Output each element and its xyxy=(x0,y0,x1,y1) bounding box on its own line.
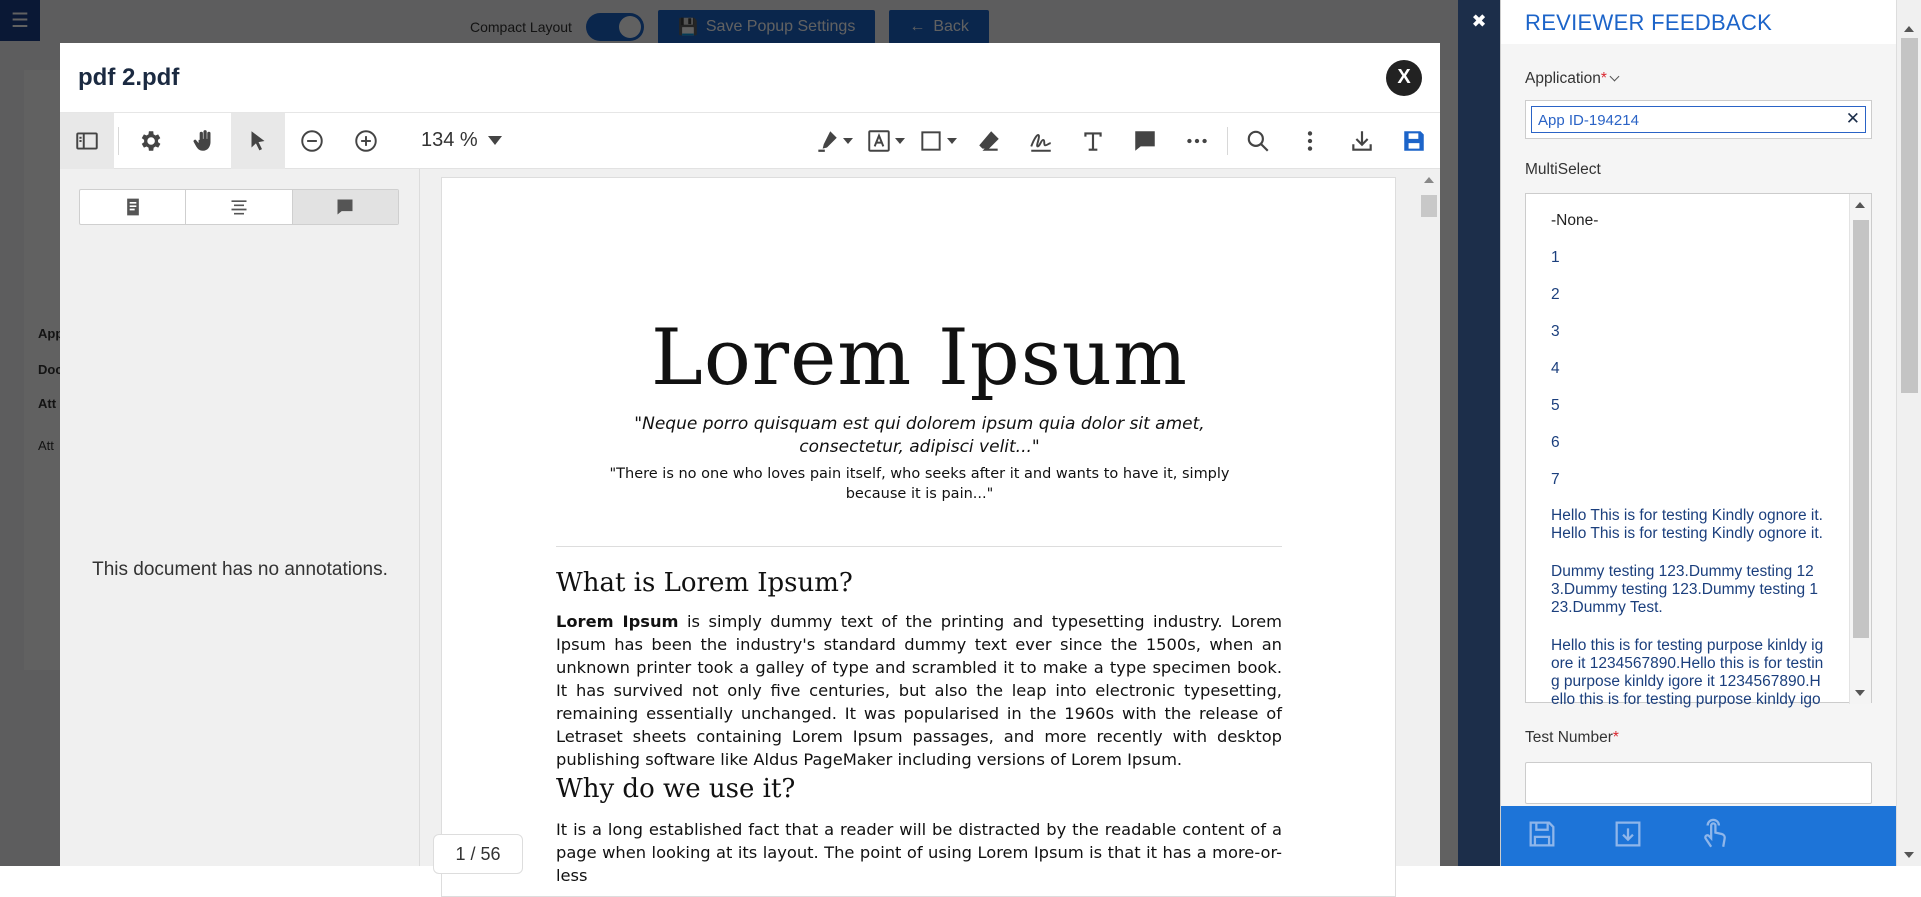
clear-icon[interactable]: ✕ xyxy=(1845,109,1860,128)
toggle-sidebar-icon[interactable] xyxy=(60,113,114,169)
settings-gear-icon[interactable] xyxy=(123,113,177,169)
multiselect-option[interactable]: Hello This is for testing Kindly ognore it. Hello This is for testing Kindly ognore it. xyxy=(1551,507,1823,542)
text-tool-icon[interactable] xyxy=(1067,113,1119,169)
download-icon[interactable] xyxy=(1336,113,1388,169)
panel-scrollbar[interactable] xyxy=(1896,0,1921,866)
scroll-down-icon[interactable] xyxy=(1855,690,1865,696)
application-lookup xyxy=(1525,100,1872,139)
zoom-select[interactable] xyxy=(421,129,502,152)
page-counter: 1 / 56 xyxy=(433,834,523,874)
download-icon[interactable] xyxy=(1611,817,1645,856)
multiselect-scrollbar[interactable] xyxy=(1849,194,1871,704)
tab-thumbnails[interactable] xyxy=(80,190,186,224)
scrollbar-thumb[interactable] xyxy=(1901,38,1918,393)
multiselect-option[interactable]: 5 xyxy=(1551,397,1560,414)
document-canvas[interactable] xyxy=(421,169,1440,885)
feedback-panel-edge xyxy=(1458,0,1500,866)
pan-hand-icon[interactable] xyxy=(177,113,231,169)
multiselect-option[interactable]: 6 xyxy=(1551,434,1560,451)
pdf-title: Lorem Ipsum xyxy=(651,313,1188,403)
pdf-heading-what: What is Lorem Ipsum? xyxy=(556,568,853,598)
scroll-up-icon[interactable] xyxy=(1424,177,1434,183)
rectangle-shape-icon[interactable] xyxy=(911,113,963,169)
modal-title: pdf 2.pdf xyxy=(78,63,180,91)
application-field[interactable] xyxy=(1531,106,1866,133)
tab-annotations[interactable] xyxy=(293,190,398,224)
close-feedback-icon[interactable]: ✖ xyxy=(1458,0,1500,42)
zoom-value: 134 % xyxy=(421,129,478,151)
scroll-up-icon[interactable] xyxy=(1904,26,1914,32)
document-icon xyxy=(123,197,143,217)
search-icon[interactable] xyxy=(1232,113,1284,169)
tab-outline[interactable] xyxy=(186,190,292,224)
select-pointer-icon[interactable] xyxy=(231,113,285,169)
feedback-form xyxy=(1501,44,1896,806)
text-style-icon[interactable] xyxy=(859,113,911,169)
chevron-down-icon xyxy=(1609,72,1619,82)
multiselect-option[interactable]: 4 xyxy=(1551,360,1560,377)
multiselect-option[interactable]: 7 xyxy=(1551,471,1560,488)
chevron-down-icon xyxy=(488,136,502,145)
scrollbar-thumb[interactable] xyxy=(1853,220,1869,638)
scroll-up-icon[interactable] xyxy=(1855,202,1865,208)
multiselect-option[interactable]: 2 xyxy=(1551,286,1560,303)
pdf-viewer-modal xyxy=(60,43,1440,885)
document-scrollbar[interactable] xyxy=(1418,169,1440,866)
signature-icon[interactable] xyxy=(1015,113,1067,169)
outline-icon xyxy=(229,197,249,217)
multiselect-option[interactable]: Hello this is for testing purpose kinldy ig ore it 1234567890.Hello this is for testin g purpose kinldy igore it 1234567890.H ello this is for testing purpose kinldy igo xyxy=(1551,637,1824,708)
pdf-viewer xyxy=(60,113,1440,885)
application-label[interactable]: Application* xyxy=(1525,70,1618,88)
sidebar-tabs xyxy=(79,189,399,225)
highlighter-icon[interactable] xyxy=(807,113,859,169)
scroll-down-icon[interactable] xyxy=(1904,852,1914,858)
comment-icon xyxy=(335,197,355,217)
application-value: App ID-194214 xyxy=(1538,112,1639,129)
viewer-toolbar xyxy=(60,113,1440,169)
save-icon[interactable] xyxy=(1388,113,1440,169)
reviewer-feedback-panel xyxy=(1500,0,1920,866)
pdf-paragraph-what: Lorem Ipsum is simply dummy text of the printing and typesetting industry. Lorem Ipsum has been the industry's standard dummy text ever since the 1500s, when an unknown printer took a galley of type and scrambled it to make a type specimen book. It has survived not only five centuries, but also the leap into electronic typesetting, remaining essentially unchanged. It was popularised in the 1960s with the release of Letraset sheets containing Lorem Ipsum passages, and more recently with desktop publishing software like Aldus PageMaker including versions of Lorem Ipsum. xyxy=(556,612,1282,769)
pdf-paragraph-why: It is a long established fact that a reader will be distracted by the readable content of a page when looking at its layout. The point of using Lorem Ipsum is that it has a more-or-less xyxy=(556,820,1282,885)
multiselect-option[interactable]: 1 xyxy=(1551,249,1560,266)
more-horizontal-icon[interactable] xyxy=(1171,113,1223,169)
pdf-quote-latin: "Neque porro quisquam est qui dolorem ipsum quia dolor sit amet, consectetur, adipisci velit..." xyxy=(634,414,1205,457)
touch-hand-icon[interactable] xyxy=(1697,817,1731,856)
toolbar-divider xyxy=(1227,127,1228,155)
scrollbar-thumb[interactable] xyxy=(1421,195,1437,217)
zoom-out-icon[interactable] xyxy=(285,113,339,169)
close-modal-button[interactable]: X xyxy=(1386,60,1422,96)
multiselect-list[interactable] xyxy=(1525,193,1872,708)
toolbar-divider xyxy=(118,127,119,155)
feedback-footer xyxy=(1501,806,1896,866)
pdf-quote-english: "There is no one who loves pain itself, who seeks after it and wants to have it, simply because it is pain..." xyxy=(609,466,1230,502)
no-annotations-message: This document has no annotations. xyxy=(92,559,388,580)
annotations-sidebar xyxy=(60,169,420,866)
save-icon[interactable] xyxy=(1525,817,1559,856)
modal-header xyxy=(60,43,1440,113)
comment-icon[interactable] xyxy=(1119,113,1171,169)
pdf-page xyxy=(441,177,1396,897)
toolbar-right-group xyxy=(807,113,1440,169)
panel-title: REVIEWER FEEDBACK xyxy=(1525,10,1773,35)
multiselect-option[interactable]: -None- xyxy=(1551,212,1599,229)
multiselect-option[interactable]: 3 xyxy=(1551,323,1560,340)
multiselect-option[interactable]: Dummy testing 123.Dummy testing 12 3.Dummy testing 123.Dummy testing 1 23.Dummy Test. xyxy=(1551,563,1819,616)
test-number-input[interactable] xyxy=(1525,762,1872,804)
zoom-in-icon[interactable] xyxy=(339,113,393,169)
pdf-heading-why: Why do we use it? xyxy=(556,774,796,804)
multiselect-label: MultiSelect xyxy=(1525,161,1601,178)
test-number-label: Test Number* xyxy=(1525,729,1619,746)
more-vertical-icon[interactable] xyxy=(1284,113,1336,169)
pdf-divider xyxy=(556,546,1282,547)
eraser-icon[interactable] xyxy=(963,113,1015,169)
